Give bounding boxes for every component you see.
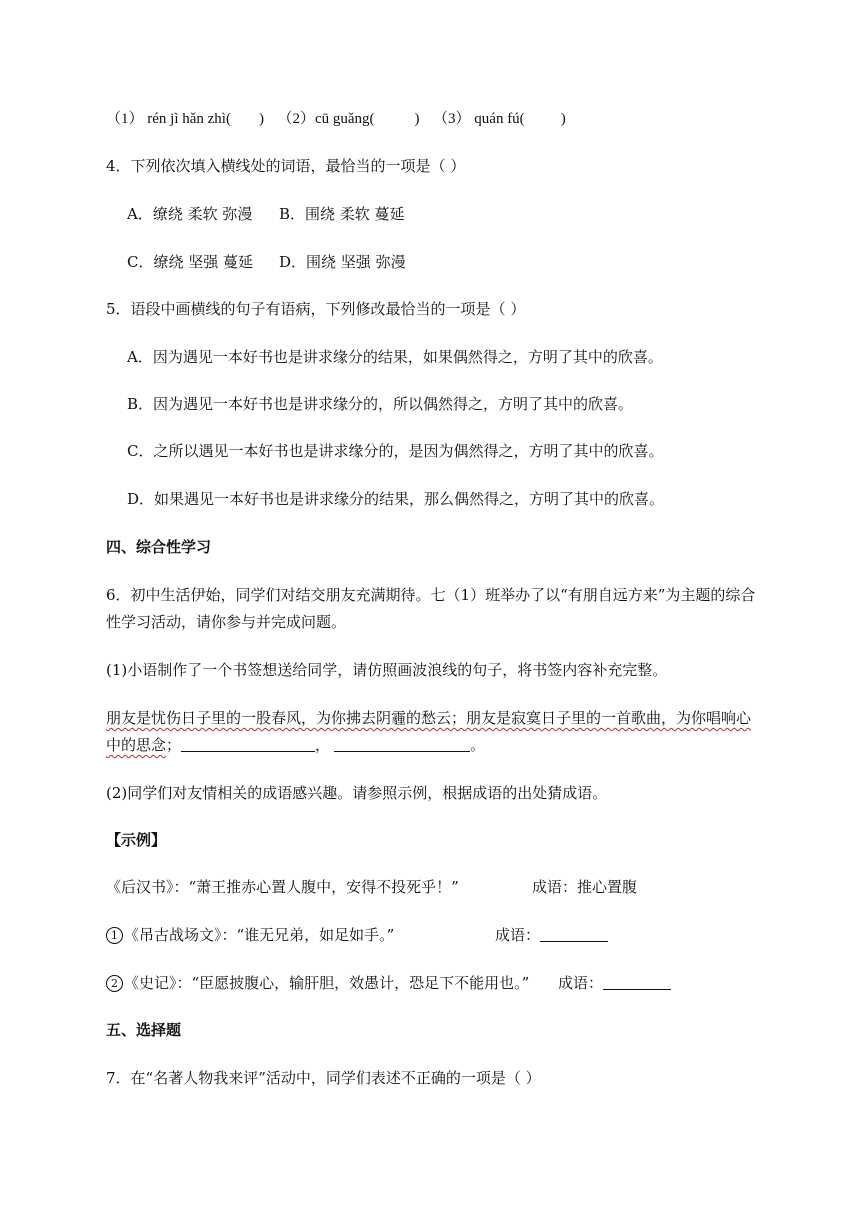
pinyin-item-1: （1） rén jì hǎn zhì( (106, 111, 231, 127)
idiom-item-1-answer: 成语： (495, 925, 608, 945)
question-5-option-d: D．如果遇见一本好书也是讲求缘分的结果，那么偶然得之，方明了其中的欣喜。 (127, 490, 665, 508)
question-5-option-c: C．之所以遇见一本好书也是讲求缘分的，是因为偶然得之，方明了其中的欣喜。 (127, 442, 664, 460)
example-answer: 成语：推心置腹 (532, 878, 638, 896)
pinyin-item-3-close: ) (560, 111, 566, 127)
wavy-underlined-sentence: 朋友是忧伤日子里的一股春风，为你拂去阴霾的愁云；朋友是寂寞日子里的一首歌曲，为你唱响心 (106, 709, 752, 727)
idiom-item-1 (106, 925, 394, 945)
idiom-answer-blank-2[interactable] (603, 974, 671, 990)
idiom-answer-blank-1[interactable] (540, 926, 608, 942)
idiom-item-2 (106, 973, 529, 993)
pinyin-item-2-close: ) (414, 111, 420, 127)
section-5-heading: 五、选择题 (106, 1021, 182, 1039)
pinyin-item-1-close: ) (258, 111, 264, 127)
question-5-stem: 5．语段中画横线的句子有语病，下列修改最恰当的一项是（ ） (106, 300, 526, 318)
bookmark-sentence-line-1 (106, 708, 751, 728)
example-source: 《后汉书》：“萧王推赤心置人腹中，安得不投死乎！” (106, 878, 459, 896)
pinyin-item-3: （3） quán fú( (433, 111, 525, 127)
question-6-sub-1: (1)小语制作了一个书签想送给同学，请仿照画波浪线的句子，将书签内容补充完整。 (106, 661, 668, 679)
question-6-stem-line-1: 6．初中生活伊始，同学们对结交朋友充满期待。七（1）班举办了以“有朋自远方来”为主题的综合 (106, 586, 756, 604)
question-6-sub-2: (2)同学们对友情相关的成语感兴趣。请参照示例，根据成语的出处猜成语。 (106, 784, 608, 802)
circled-number-1: 1 (106, 927, 123, 944)
question-4-option-a: A．缭绕 柔软 弥漫 (127, 205, 253, 223)
pinyin-item-2: （2）cū guǎng( (277, 111, 375, 127)
question-4-options-row-1 (127, 204, 405, 224)
question-6-stem-line-2: 性学习活动，请你参与并完成问题。 (106, 613, 347, 631)
question-7-stem: 7．在“名著人物我来评”活动中，同学们表述不正确的一项是（ ） (106, 1069, 541, 1087)
question-4-options-row-2 (127, 252, 406, 272)
question-5-option-a: A．因为遇见一本好书也是讲求缘分的结果，如果偶然得之，方明了其中的欣喜。 (127, 348, 663, 366)
answer-blank-2[interactable] (334, 736, 470, 752)
question-4-stem: 4．下列依次填入横线处的词语，最恰当的一项是（ ） (106, 157, 466, 175)
idiom-item-2-answer: 成语： (558, 973, 671, 993)
section-4-heading: 四、综合性学习 (106, 538, 212, 556)
wavy-underlined-sentence-end: 中的思念 (106, 736, 167, 754)
question-4-option-c: C．缭绕 坚强 蔓延 (127, 253, 254, 271)
bookmark-sentence-line-2: 中的思念； ， 。 (106, 736, 486, 754)
pinyin-line (106, 109, 566, 129)
question-5-option-b: B．因为遇见一本好书也是讲求缘分的，所以偶然得之，方明了其中的欣喜。 (127, 395, 634, 413)
idiom-item-1-source: 《吊古战场文》：“谁无兄弟，如足如手。” (124, 926, 395, 944)
answer-blank-1[interactable] (181, 736, 315, 752)
circled-number-2: 2 (106, 975, 123, 992)
idiom-item-2-source: 《史记》：“臣愿披腹心，输肝胆，效愚计，恐足下不能用也。” (124, 974, 530, 992)
question-4-option-b: B．围绕 柔软 蔓延 (279, 205, 405, 223)
question-4-option-d: D．围绕 坚强 弥漫 (279, 253, 406, 271)
example-label: 【示例】 (106, 831, 167, 849)
